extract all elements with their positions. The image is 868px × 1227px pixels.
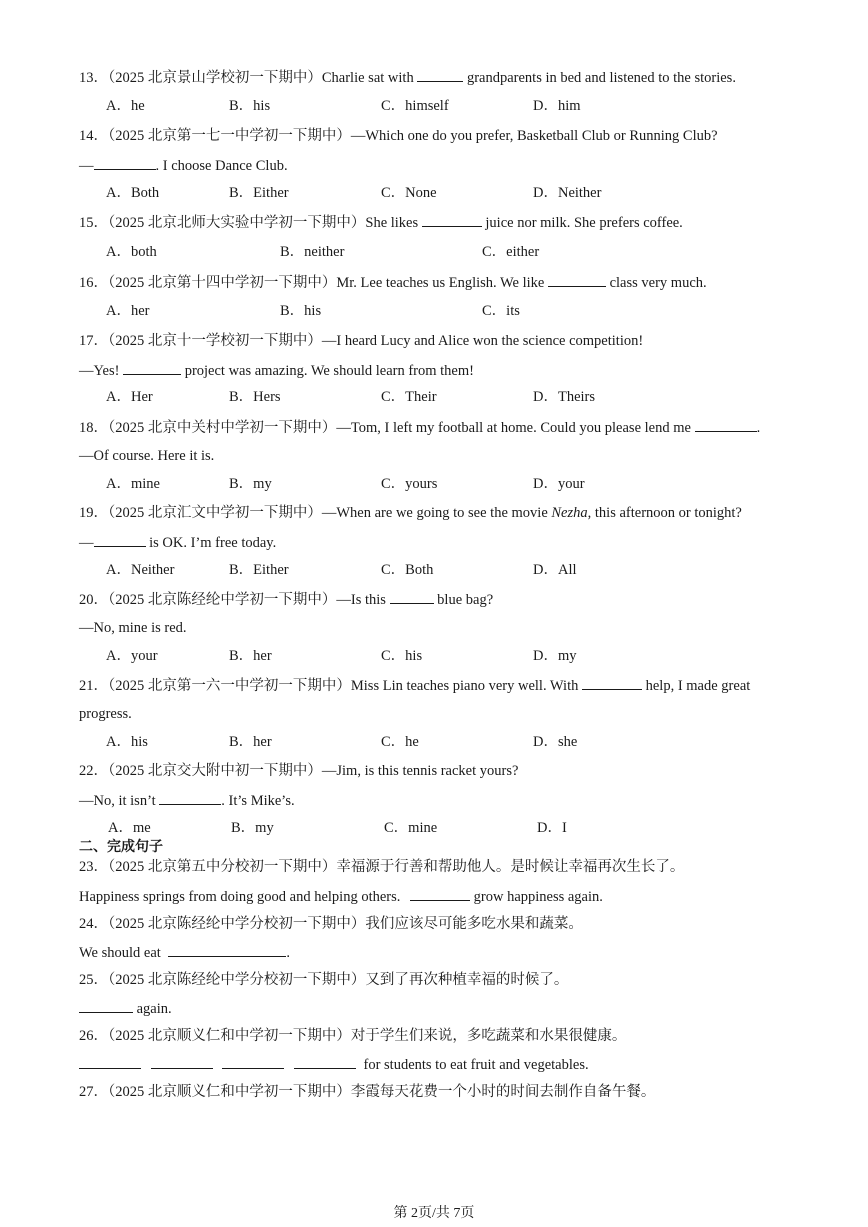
question-13-stem: 13．（2025 北京景山学校初一下期中）Charlie sat with grandparents in bed and listened to the stories. bbox=[79, 67, 736, 88]
question-23-stem: 23．（2025 北京第五中分校初一下期中）幸福源于行善和帮助他人。是时候让幸福再次生长了。 bbox=[79, 859, 685, 875]
option-b[interactable]: B．my bbox=[229, 476, 272, 492]
answer-blank bbox=[695, 417, 757, 432]
question-19-stem: 19．（2025 北京汇文中学初一下期中）—When are we going to see the movie Nezha, this afternoon or tonight? bbox=[79, 505, 742, 521]
question-14-reply: — . I choose Dance Club. bbox=[79, 155, 288, 176]
option-a[interactable]: A．Neither bbox=[106, 562, 175, 578]
option-b[interactable]: B．neither bbox=[280, 244, 345, 260]
answer-blank bbox=[410, 886, 470, 901]
option-c[interactable]: C．he bbox=[381, 734, 419, 750]
option-b[interactable]: B．Hers bbox=[229, 389, 281, 405]
option-c[interactable]: C．either bbox=[482, 244, 540, 260]
option-a[interactable]: A．both bbox=[106, 244, 157, 260]
answer-blank bbox=[79, 1054, 141, 1069]
option-d[interactable]: D．my bbox=[533, 648, 577, 664]
question-22-stem: 22．（2025 北京交大附中初一下期中）—Jim, is this tennis racket yours? bbox=[79, 763, 519, 779]
answer-blank bbox=[222, 1054, 284, 1069]
answer-blank bbox=[159, 790, 221, 805]
option-b[interactable]: B．his bbox=[229, 98, 271, 114]
option-a[interactable]: A．your bbox=[106, 648, 158, 664]
question-24-stem: 24．（2025 北京陈经纶中学分校初一下期中）我们应该尽可能多吃水果和蔬菜。 bbox=[79, 916, 583, 932]
question-20-reply: —No, mine is red. bbox=[79, 620, 187, 636]
option-c[interactable]: C．yours bbox=[381, 476, 438, 492]
option-a[interactable]: A．Her bbox=[106, 389, 153, 405]
option-b[interactable]: B．Either bbox=[229, 185, 289, 201]
question-21-stem: 21．（2025 北京第一六一中学初一下期中）Miss Lin teaches piano very well. With help, I made great bbox=[79, 675, 750, 696]
question-20-stem: 20．（2025 北京陈经纶中学初一下期中）—Is this blue bag? bbox=[79, 589, 493, 610]
question-14-stem: 14．（2025 北京第一七一中学初一下期中）—Which one do you prefer, Basketball Club or Running Club? bbox=[79, 128, 718, 144]
question-26-answer-line: for students to eat fruit and vegetables. bbox=[79, 1054, 589, 1075]
option-b[interactable]: B．Either bbox=[229, 562, 289, 578]
question-25-answer-line: again. bbox=[79, 998, 172, 1019]
option-d[interactable]: D．I bbox=[537, 820, 567, 836]
option-d[interactable]: D．your bbox=[533, 476, 585, 492]
answer-blank bbox=[294, 1054, 356, 1069]
question-22-reply: —No, it isn’t . It’s Mike’s. bbox=[79, 790, 295, 811]
answer-blank bbox=[417, 67, 463, 82]
answer-blank bbox=[168, 942, 286, 957]
option-a[interactable]: A．Both bbox=[106, 185, 160, 201]
question-18-stem: 18．（2025 北京中关村中学初一下期中）—Tom, I left my football at home. Could you please lend me . bbox=[79, 417, 760, 438]
section-heading: 二、完成句子 bbox=[79, 839, 163, 855]
option-a[interactable]: A．he bbox=[106, 98, 145, 114]
option-b[interactable]: B．my bbox=[231, 820, 274, 836]
question-25-stem: 25．（2025 北京陈经纶中学分校初一下期中）又到了再次种植幸福的时候了。 bbox=[79, 972, 569, 988]
movie-title: Nezha bbox=[551, 505, 588, 521]
option-b[interactable]: B．her bbox=[229, 734, 272, 750]
option-a[interactable]: A．his bbox=[106, 734, 148, 750]
option-c[interactable]: C．its bbox=[482, 303, 520, 319]
option-c[interactable]: C．None bbox=[381, 185, 437, 201]
option-c[interactable]: C．Their bbox=[381, 389, 437, 405]
question-23-answer-line: Happiness springs from doing good and helping others. grow happiness again. bbox=[79, 886, 603, 907]
answer-blank bbox=[151, 1054, 213, 1069]
option-d[interactable]: D．she bbox=[533, 734, 578, 750]
answer-blank bbox=[548, 272, 606, 287]
question-24-answer-line: We should eat . bbox=[79, 942, 290, 963]
question-21-continuation: progress. bbox=[79, 706, 132, 722]
option-d[interactable]: D．Neither bbox=[533, 185, 602, 201]
answer-blank bbox=[79, 998, 133, 1013]
question-18-reply: —Of course. Here it is. bbox=[79, 448, 215, 464]
option-a[interactable]: A．me bbox=[108, 820, 151, 836]
page-number: 第 2页/共 7页 bbox=[393, 1206, 475, 1221]
answer-blank bbox=[123, 360, 181, 375]
option-c[interactable]: C．mine bbox=[384, 820, 438, 836]
option-b[interactable]: B．his bbox=[280, 303, 322, 319]
option-d[interactable]: D．Theirs bbox=[533, 389, 596, 405]
question-17-stem: 17．（2025 北京十一学校初一下期中）—I heard Lucy and Alice won the science competition! bbox=[79, 333, 644, 349]
answer-blank bbox=[94, 532, 146, 547]
option-c[interactable]: C．Both bbox=[381, 562, 434, 578]
question-26-stem: 26．（2025 北京顺义仁和中学初一下期中）对于学生们来说，多吃蔬菜和水果很健康。 bbox=[79, 1028, 627, 1044]
question-27-stem: 27．（2025 北京顺义仁和中学初一下期中）李霞每天花费一个小时的时间去制作自备午餐。 bbox=[79, 1084, 656, 1100]
question-16-stem: 16．（2025 北京第十四中学初一下期中）Mr. Lee teaches us English. We like class very much. bbox=[79, 272, 707, 293]
answer-blank bbox=[94, 155, 156, 170]
answer-blank bbox=[582, 675, 642, 690]
question-19-reply: — is OK. I’m free today. bbox=[79, 532, 276, 553]
option-a[interactable]: A．her bbox=[106, 303, 150, 319]
option-b[interactable]: B．her bbox=[229, 648, 272, 664]
option-d[interactable]: D．All bbox=[533, 562, 577, 578]
option-d[interactable]: D．him bbox=[533, 98, 581, 114]
answer-blank bbox=[390, 589, 434, 604]
option-c[interactable]: C．himself bbox=[381, 98, 449, 114]
option-a[interactable]: A．mine bbox=[106, 476, 160, 492]
question-17-reply: —Yes! project was amazing. We should learn from them! bbox=[79, 360, 474, 381]
question-15-stem: 15．（2025 北京北师大实验中学初一下期中）She likes juice nor milk. She prefers coffee. bbox=[79, 212, 683, 233]
answer-blank bbox=[422, 212, 482, 227]
option-c[interactable]: C．his bbox=[381, 648, 423, 664]
